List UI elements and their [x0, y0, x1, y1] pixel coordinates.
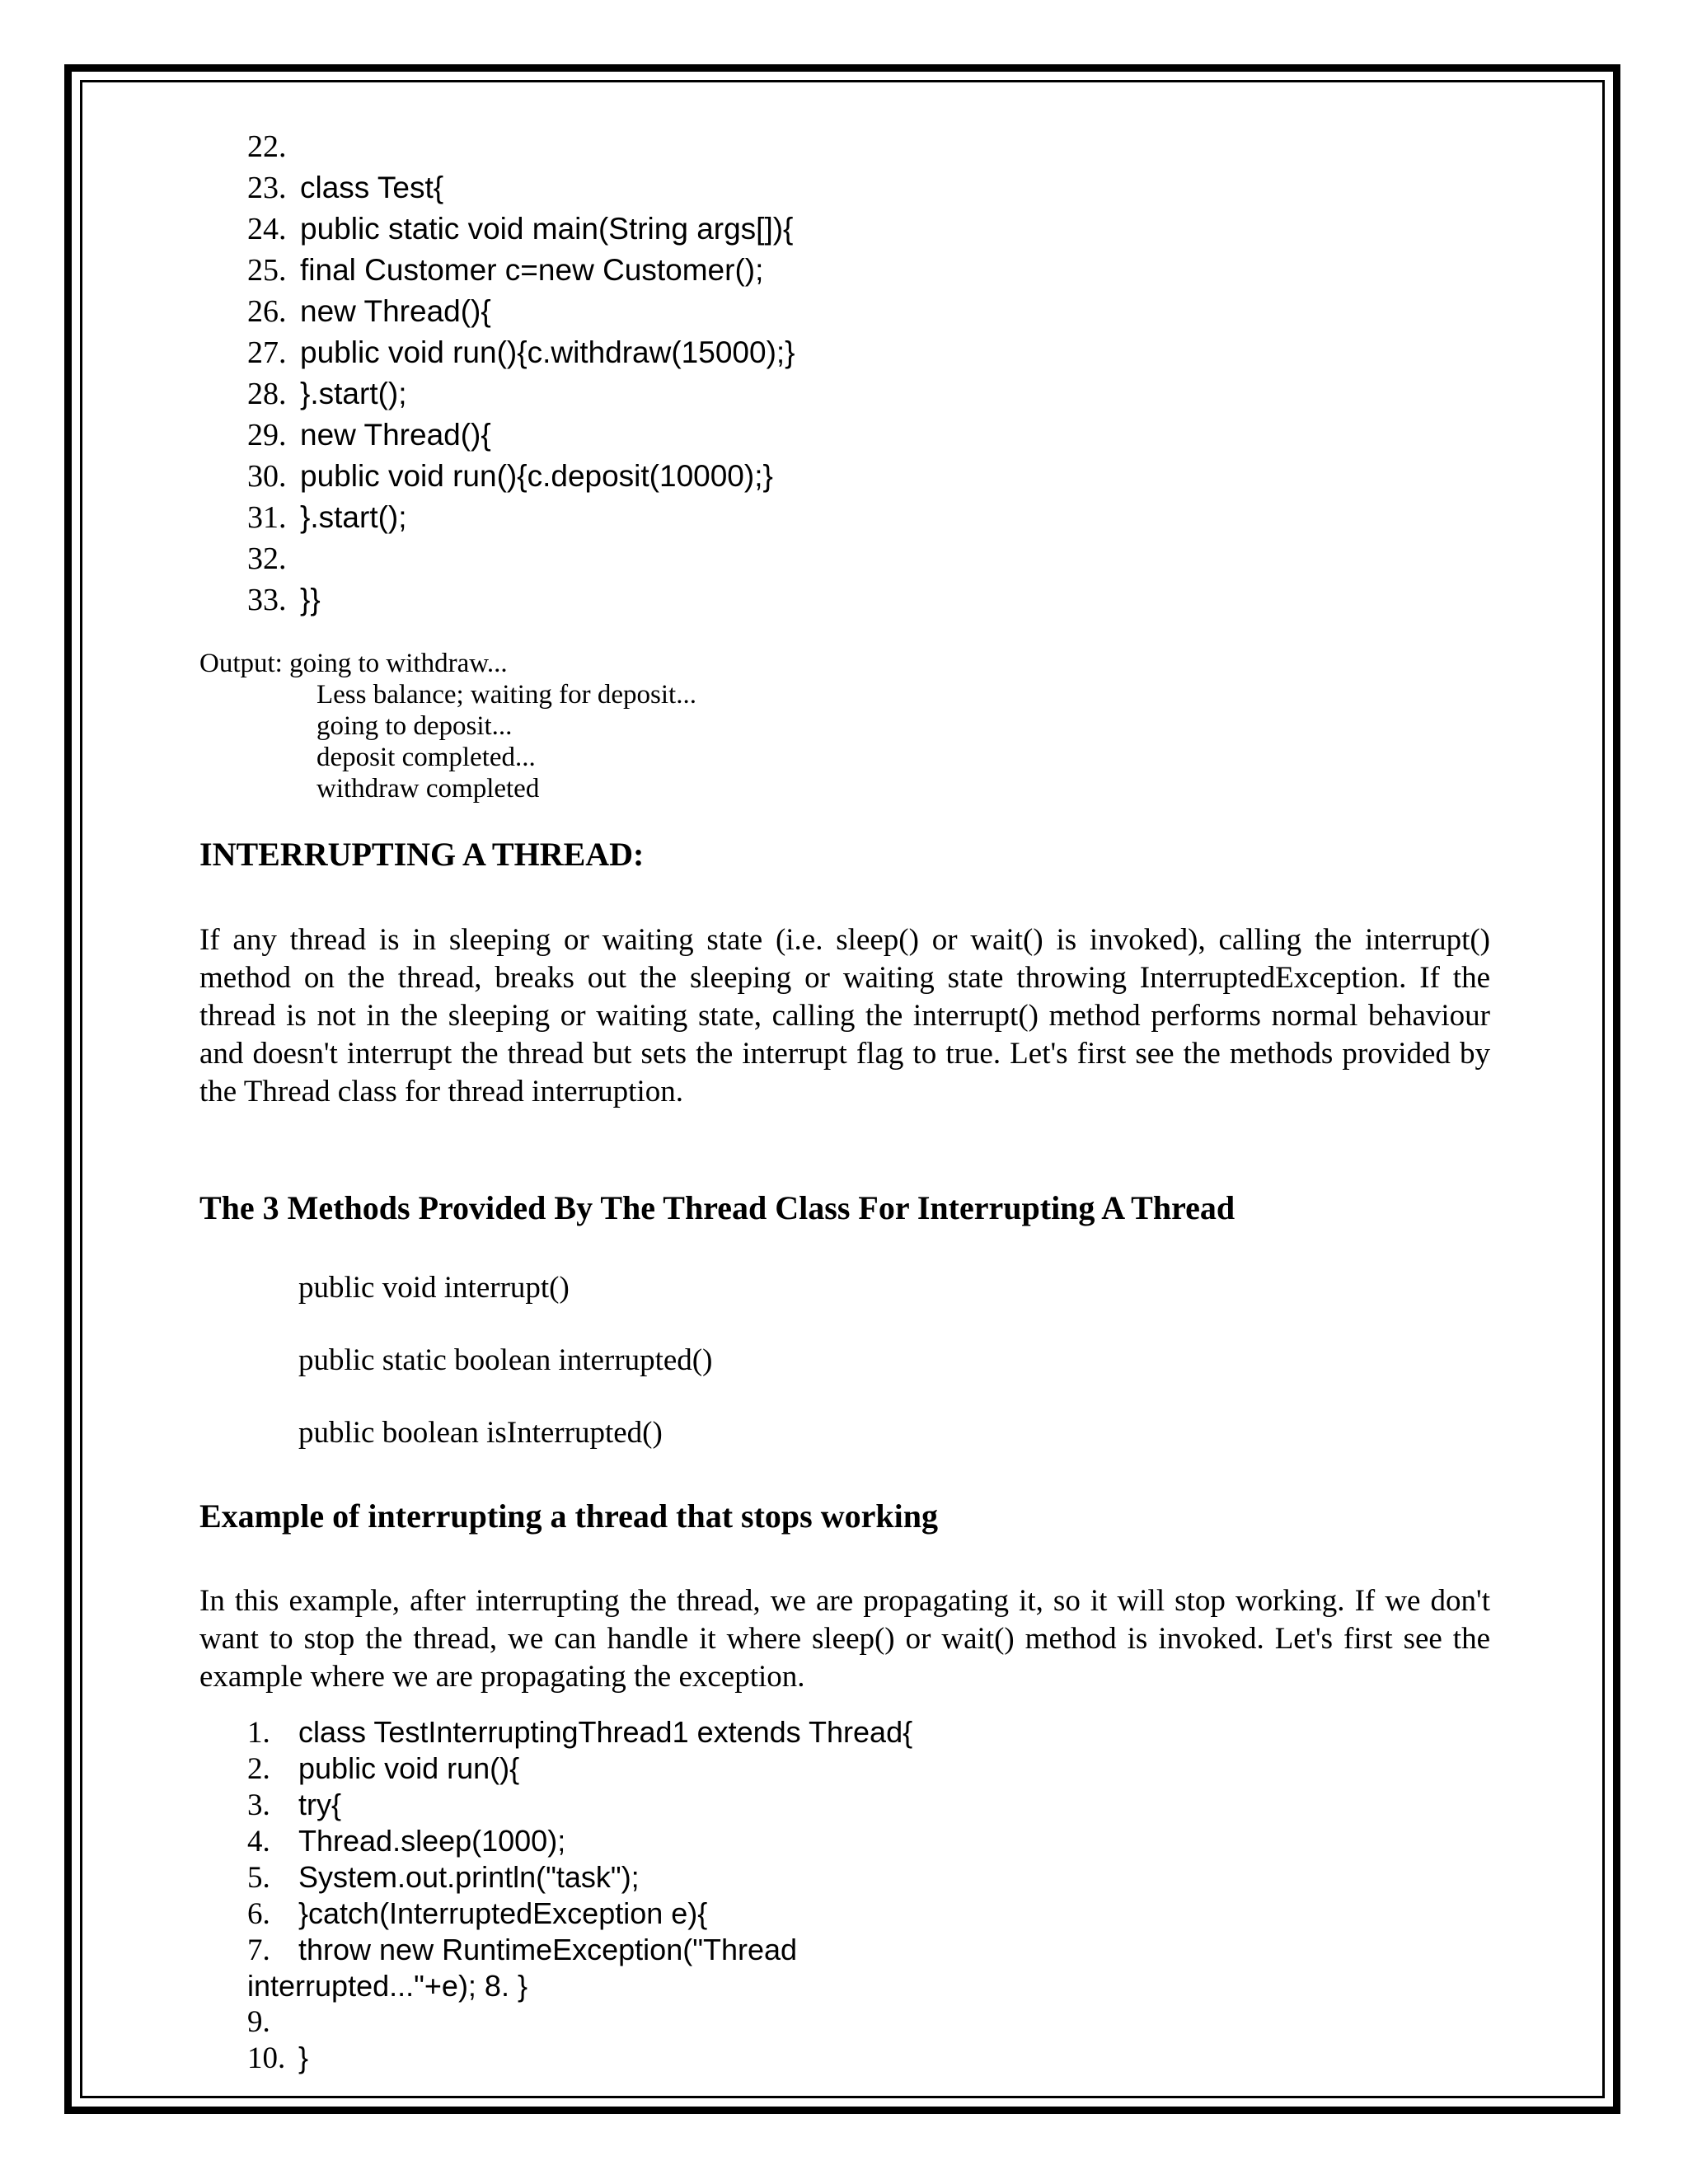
section-heading-example: Example of interrupting a thread that stops working — [199, 1497, 938, 1535]
code-line — [247, 1932, 912, 1968]
line-number: 6. — [247, 1897, 270, 1931]
code-line — [247, 1750, 912, 1787]
line-number: 26. — [247, 294, 287, 329]
code-text: try{ — [298, 1788, 342, 1821]
code-text: System.out.println("task"); — [298, 1860, 640, 1894]
code-text: public void run(){c.deposit(10000);} — [300, 459, 773, 493]
code-text: throw new RuntimeException("Thread — [298, 1933, 798, 1966]
output-line: going to deposit... — [316, 711, 513, 741]
code-block-1 — [247, 126, 795, 621]
section-heading-interrupting: INTERRUPTING A THREAD: — [199, 836, 645, 873]
code-line — [247, 1859, 912, 1896]
output-label: Output: — [199, 649, 283, 678]
code-line — [247, 209, 795, 250]
output-line: Less balance; waiting for deposit... — [316, 680, 696, 710]
line-number: 32. — [247, 541, 287, 576]
code-line — [247, 2040, 912, 2076]
code-line — [247, 538, 795, 579]
output-text: going to withdraw... — [289, 649, 508, 678]
output-line — [199, 648, 696, 679]
code-line — [247, 1968, 912, 2004]
line-number: 5. — [247, 1861, 270, 1895]
code-text: public void run(){ — [298, 1751, 520, 1785]
code-text: } — [298, 2041, 309, 2074]
line-number: 24. — [247, 212, 287, 246]
paragraph-example: In this example, after interrupting the thread, we are propagating it, so it will stop working. If we don't want to stop the thread, we can handle it where sleep() or wait() method is invoked. Let's first see the example where we are propagating the exception. — [199, 1584, 1490, 1694]
line-number: 3. — [247, 1788, 270, 1822]
code-text: }catch(InterruptedException e){ — [298, 1896, 708, 1930]
code-line — [247, 415, 795, 456]
method-item: public static boolean interrupted() — [298, 1343, 713, 1377]
code-text: class TestInterruptingThread1 extends Thread{ — [298, 1715, 913, 1749]
code-text: }} — [300, 583, 321, 616]
code-text: public void run(){c.withdraw(15000);} — [300, 335, 795, 369]
line-number: 9. — [247, 2005, 270, 2039]
line-number: 1. — [247, 1716, 270, 1750]
code-line — [247, 332, 795, 373]
code-text: new Thread(){ — [300, 294, 491, 328]
line-number: 27. — [247, 335, 287, 370]
method-item: public boolean isInterrupted() — [298, 1416, 663, 1450]
code-text: public static void main(String args[]){ — [300, 212, 794, 246]
code-line — [247, 2004, 912, 2040]
code-line — [247, 126, 795, 167]
code-text: interrupted..."+e); 8. } — [247, 1969, 528, 2003]
code-line — [247, 291, 795, 332]
line-number: 10. — [247, 2041, 286, 2075]
code-text: final Customer c=new Customer(); — [300, 253, 764, 287]
code-text: }.start(); — [300, 500, 407, 534]
code-text: }.start(); — [300, 377, 407, 410]
line-number: 25. — [247, 253, 287, 288]
code-line — [247, 1823, 912, 1859]
code-text: new Thread(){ — [300, 418, 491, 452]
code-line — [247, 167, 795, 209]
code-text: class Test{ — [300, 171, 444, 204]
code-block-2 — [247, 1714, 912, 2076]
code-line — [247, 373, 795, 415]
line-number: 33. — [247, 583, 287, 617]
output-line: deposit completed... — [316, 743, 536, 772]
line-number: 4. — [247, 1825, 270, 1858]
code-line — [247, 456, 795, 497]
code-text: Thread.sleep(1000); — [298, 1824, 566, 1858]
code-line — [247, 579, 795, 621]
code-line — [247, 1787, 912, 1823]
code-line — [247, 1714, 912, 1750]
program-output — [199, 648, 696, 804]
line-number: 2. — [247, 1752, 270, 1786]
output-line: withdraw completed — [316, 774, 540, 804]
paragraph-interrupting: If any thread is in sleeping or waiting state (i.e. sleep() or wait() is invoked), calling the interrupt() method on the thread, breaks out the sleeping or waiting state throwing InterruptedException. If the thread is not in the sleeping or waiting state, calling the interrupt() method performs normal behaviour and doesn't interrupt the thread but sets the interrupt flag to true. Let's first see the methods provided by the Thread class for thread interruption. — [199, 923, 1490, 1108]
method-item: public void interrupt() — [298, 1271, 570, 1305]
line-number: 30. — [247, 459, 287, 494]
code-line — [247, 497, 795, 538]
line-number: 28. — [247, 377, 287, 411]
line-number: 29. — [247, 418, 287, 452]
line-number: 31. — [247, 500, 287, 535]
line-number: 23. — [247, 171, 287, 205]
section-heading-methods: The 3 Methods Provided By The Thread Class For Interrupting A Thread — [199, 1189, 1236, 1226]
code-line — [247, 250, 795, 291]
code-line — [247, 1896, 912, 1932]
line-number: 22. — [247, 129, 287, 164]
line-number: 7. — [247, 1933, 270, 1967]
